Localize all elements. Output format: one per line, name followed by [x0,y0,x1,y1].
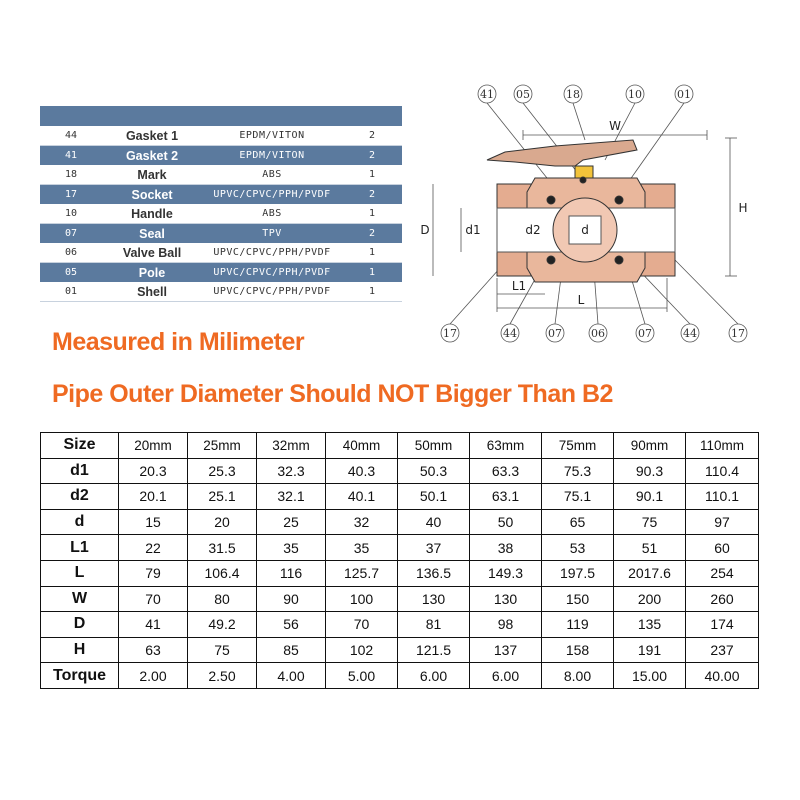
dim-label-l1: L1 [511,279,527,293]
parts-row [40,185,402,204]
spec-row-label: W [41,586,119,612]
spec-row-label: L [41,560,119,586]
spec-row [41,484,759,510]
spec-cell: 100 [326,586,398,612]
spec-cell: 63 [119,637,188,663]
spec-cell: 65 [542,509,614,535]
spec-cell: 40 [398,509,470,535]
part-number: 01 [64,286,78,297]
spec-cell: 130 [470,586,542,612]
spec-cell: 2.00 [119,663,188,689]
dim-label-d: d [581,223,589,237]
part-number: 05 [64,267,78,278]
seal-shape [615,256,623,264]
part-number: 17 [64,189,78,200]
spec-cell: 15 [119,509,188,535]
spec-cell: 116 [257,560,326,586]
spec-cell: 119 [542,612,614,638]
spec-cell: 41 [119,612,188,638]
dim-label-l: L [577,293,585,307]
spec-cell: 254 [686,560,759,586]
callout-label-07: 07 [548,327,562,340]
spec-cell: 237 [686,637,759,663]
callout-label-18: 18 [566,88,580,101]
spec-cell: 40mm [326,433,398,459]
seal-shape [547,196,555,204]
spec-cell: 70 [326,612,398,638]
dim-label-d2: d2 [525,223,541,237]
spec-row-label: D [41,612,119,638]
dim-label-d-outer: D [420,223,430,237]
spec-cell: 35 [326,535,398,561]
spec-cell: 37 [398,535,470,561]
spec-cell: 4.00 [257,663,326,689]
part-material: EPDM/VITON [239,130,305,141]
spec-cell: 50.1 [398,484,470,510]
spec-cell: 22 [119,535,188,561]
spec-cell: 25mm [188,433,257,459]
spec-row [41,458,759,484]
part-quantity: 1 [368,169,376,180]
spec-cell: 40.00 [686,663,759,689]
spec-row-label: Size [41,433,119,459]
handle-shape [487,140,637,166]
spec-row [41,586,759,612]
part-quantity: 1 [368,208,376,219]
spec-cell: 35 [257,535,326,561]
spec-cell: 50.3 [398,458,470,484]
callout-label-01: 01 [677,88,691,101]
spec-cell: 90mm [614,433,686,459]
valve-cross-section-diagram [405,80,795,350]
spec-cell: 38 [470,535,542,561]
spec-cell: 31.5 [188,535,257,561]
part-name: Handle [131,206,173,221]
parts-list-rows [40,126,402,302]
spec-cell: 25.3 [188,458,257,484]
parts-list [40,106,402,302]
spec-cell: 32mm [257,433,326,459]
spec-cell: 98 [470,612,542,638]
spec-cell: 53 [542,535,614,561]
callout-label-17: 17 [731,327,745,340]
spec-cell: 125.7 [326,560,398,586]
spec-row [41,560,759,586]
part-quantity: 2 [368,189,376,200]
spec-cell: 32 [326,509,398,535]
part-quantity: 1 [368,267,376,278]
spec-cell: 81 [398,612,470,638]
spec-cell: 2.50 [188,663,257,689]
spec-cell: 6.00 [470,663,542,689]
spec-row [41,612,759,638]
parts-row [40,204,402,224]
part-quantity: 2 [368,228,376,239]
part-material: EPDM/VITON [239,150,305,161]
callout-label-05: 05 [516,88,530,101]
part-number: 41 [64,150,78,161]
parts-row [40,224,402,243]
part-name: Gasket 2 [125,148,179,163]
callout-label-41: 41 [480,88,494,101]
spec-cell: 110mm [686,433,759,459]
part-name: Gasket 1 [125,128,179,143]
part-number: 06 [64,247,78,258]
spec-cell: 5.00 [326,663,398,689]
parts-row [40,126,402,146]
part-number: 44 [64,130,78,141]
spec-cell: 149.3 [470,560,542,586]
callout-label-06: 06 [591,327,605,340]
parts-list-header [40,106,402,126]
spec-cell: 135 [614,612,686,638]
spec-cell: 79 [119,560,188,586]
part-quantity: 1 [368,247,376,258]
spec-cell: 20mm [119,433,188,459]
parts-row [40,165,402,185]
pipe-note-headline: Pipe Outer Diameter Should NOT Bigger Than B2 [52,380,613,408]
spec-row [41,433,759,459]
spec-cell: 20 [188,509,257,535]
spec-cell: 90.1 [614,484,686,510]
spec-cell: 90.3 [614,458,686,484]
gasket-shape [580,177,586,183]
spec-cell: 8.00 [542,663,614,689]
spec-cell: 2017.6 [614,560,686,586]
spec-row [41,637,759,663]
callout-label-07: 07 [638,327,652,340]
seal-shape [547,256,555,264]
parts-row [40,263,402,282]
spec-cell: 32.1 [257,484,326,510]
parts-row [40,146,402,165]
part-material: ABS [262,208,282,219]
spec-row [41,663,759,689]
spec-cell: 60 [686,535,759,561]
seal-shape [615,196,623,204]
spec-cell: 40.3 [326,458,398,484]
part-material: UPVC/CPVC/PPH/PVDF [213,267,331,278]
spec-row [41,509,759,535]
part-name: Valve Ball [122,245,182,260]
spec-cell: 102 [326,637,398,663]
part-material: TPV [262,228,282,239]
spec-cell: 70 [119,586,188,612]
callout-label-44: 44 [683,327,697,340]
spec-cell: 150 [542,586,614,612]
unit-headline: Measured in Milimeter [52,328,305,356]
part-material: UPVC/CPVC/PPH/PVDF [213,189,331,200]
spec-row [41,535,759,561]
spec-cell: 75 [614,509,686,535]
spec-cell: 110.1 [686,484,759,510]
part-material: UPVC/CPVC/PPH/PVDF [213,247,331,258]
spec-cell: 49.2 [188,612,257,638]
part-material: UPVC/CPVC/PPH/PVDF [213,286,331,297]
spec-cell: 25.1 [188,484,257,510]
spec-cell: 110.4 [686,458,759,484]
part-quantity: 2 [368,130,376,141]
part-number: 18 [64,169,78,180]
spec-cell: 6.00 [398,663,470,689]
part-number: 10 [64,208,78,219]
spec-cell: 75 [188,637,257,663]
spec-cell: 260 [686,586,759,612]
spec-cell: 136.5 [398,560,470,586]
spec-cell: 90 [257,586,326,612]
part-number: 07 [64,228,78,239]
callout-label-17: 17 [443,327,457,340]
spec-cell: 97 [686,509,759,535]
spec-cell: 20.3 [119,458,188,484]
part-quantity: 2 [368,150,376,161]
spec-cell: 50 [470,509,542,535]
spec-row-label: L1 [41,535,119,561]
spec-cell: 40.1 [326,484,398,510]
part-material: ABS [262,169,282,180]
spec-cell: 200 [614,586,686,612]
parts-row [40,243,402,263]
spec-row-label: H [41,637,119,663]
spec-cell: 137 [470,637,542,663]
spec-cell: 20.1 [119,484,188,510]
part-name: Seal [139,226,165,241]
spec-cell: 121.5 [398,637,470,663]
callout-label-44: 44 [503,327,517,340]
spec-row-label: Torque [41,663,119,689]
part-name: Socket [131,187,173,202]
spec-cell: 85 [257,637,326,663]
spec-cell: 63mm [470,433,542,459]
spec-cell: 15.00 [614,663,686,689]
spec-cell: 158 [542,637,614,663]
spec-cell: 63.3 [470,458,542,484]
dim-label-w: W [609,119,621,133]
spec-cell: 106.4 [188,560,257,586]
spec-table [40,432,759,689]
spec-cell: 25 [257,509,326,535]
dim-label-h: H [738,201,748,215]
dim-label-d1: d1 [465,223,481,237]
spec-cell: 191 [614,637,686,663]
part-name: Mark [137,167,167,182]
spec-cell: 197.5 [542,560,614,586]
part-name: Shell [137,284,167,299]
spec-cell: 63.1 [470,484,542,510]
part-name: Pole [138,265,166,280]
spec-row-label: d1 [41,458,119,484]
spec-cell: 75.3 [542,458,614,484]
spec-row-label: d [41,509,119,535]
spec-cell: 51 [614,535,686,561]
spec-cell: 174 [686,612,759,638]
part-quantity: 1 [368,286,376,297]
spec-cell: 56 [257,612,326,638]
spec-cell: 130 [398,586,470,612]
parts-row [40,282,402,302]
spec-cell: 80 [188,586,257,612]
callout-label-10: 10 [628,88,642,101]
spec-cell: 50mm [398,433,470,459]
spec-cell: 75.1 [542,484,614,510]
spec-row-label: d2 [41,484,119,510]
spec-cell: 32.3 [257,458,326,484]
spec-cell: 75mm [542,433,614,459]
